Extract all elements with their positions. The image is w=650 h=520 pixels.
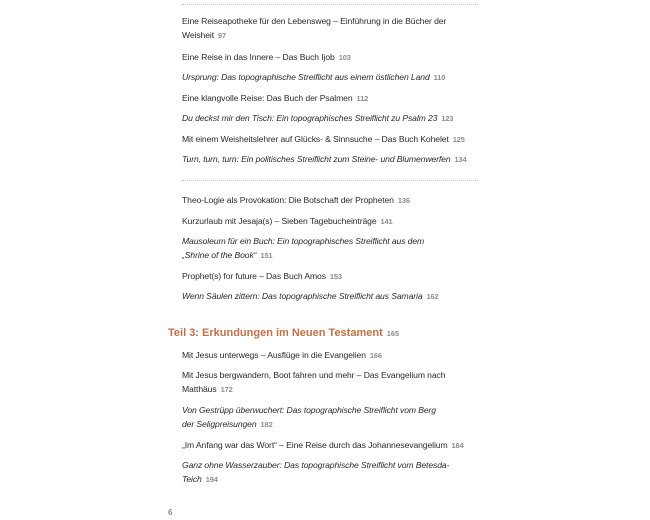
toc-entry bbox=[182, 193, 478, 208]
entry-page: 125 bbox=[452, 135, 465, 144]
entry-title: Von Gestrüpp überwuchert: Das topographische Streiflicht vom Berg der Seligpreisungen bbox=[182, 405, 436, 429]
entry-page: 182 bbox=[260, 420, 273, 429]
toc-entry bbox=[182, 458, 478, 487]
toc-entry bbox=[182, 214, 478, 229]
toc-entry bbox=[182, 438, 478, 453]
toc-entry bbox=[182, 234, 444, 263]
entry-page: 141 bbox=[380, 217, 393, 226]
divider-top bbox=[182, 4, 478, 5]
entry-title: Mausoleum für ein Buch: Ein topographisches Streiflicht aus dem „Shrine of the Book“ bbox=[182, 236, 425, 260]
entry-title: Theo-Logie als Provokation: Die Botschaft der Propheten bbox=[182, 195, 394, 205]
part-heading-page: 165 bbox=[386, 329, 400, 338]
entry-title: Mit Jesus unterwegs – Ausflüge in die Evangelien bbox=[182, 350, 366, 360]
entry-page: 172 bbox=[220, 385, 233, 394]
toc-entry bbox=[182, 368, 467, 397]
entry-page: 153 bbox=[329, 272, 342, 281]
entry-page: 151 bbox=[260, 251, 273, 260]
entry-title: Eine Reiseapotheke für den Lebensweg – Einführung in die Bücher der Weisheit bbox=[182, 16, 447, 40]
entry-title: Mit einem Weisheitslehrer auf Glücks- & Sinnsuche – Das Buch Kohelet bbox=[182, 134, 449, 144]
toc-entry bbox=[182, 289, 478, 304]
toc-entry bbox=[182, 111, 478, 126]
entry-page: 123 bbox=[441, 114, 454, 123]
entry-title: Eine klangvolle Reise: Das Buch der Psalmen bbox=[182, 93, 353, 103]
toc-entry bbox=[182, 50, 478, 65]
divider-middle bbox=[182, 180, 478, 181]
toc-entry bbox=[182, 91, 478, 106]
entry-page: 110 bbox=[433, 73, 446, 82]
toc-entry bbox=[182, 348, 478, 363]
entry-page: 134 bbox=[454, 155, 467, 164]
entry-title: Prophet(s) for future – Das Buch Amos bbox=[182, 271, 326, 281]
entry-page: 162 bbox=[426, 292, 439, 301]
entry-title: „Im Anfang war das Wort“ – Eine Reise durch das Johannesevangelium bbox=[182, 440, 448, 450]
entry-page: 97 bbox=[218, 31, 227, 40]
entry-title: Turn, turn, turn: Ein politisches Streiflicht zum Steine- und Blumenwerfen bbox=[182, 154, 451, 164]
toc-entry bbox=[182, 132, 478, 147]
entry-page: 184 bbox=[451, 441, 464, 450]
entry-title: Eine Reise in das Innere – Das Buch Ijob bbox=[182, 52, 335, 62]
entry-page: 166 bbox=[369, 351, 382, 360]
part-heading-title: Teil 3: Erkundungen im Neuen Testament bbox=[168, 327, 383, 339]
page-number: 6 bbox=[168, 508, 173, 517]
entry-title: Ursprung: Das topographische Streiflicht aus einem östlichen Land bbox=[182, 72, 430, 82]
part-heading bbox=[168, 325, 488, 342]
entry-page: 136 bbox=[397, 196, 410, 205]
entry-page: 194 bbox=[205, 475, 218, 484]
entry-title: Du deckst mir den Tisch: Ein topographisches Streiflicht zu Psalm 23 bbox=[182, 113, 438, 123]
entry-page: 103 bbox=[338, 53, 351, 62]
toc-entry bbox=[182, 70, 478, 85]
entry-title: Kurzurlaub mit Jesaja(s) – Sieben Tagebucheinträge bbox=[182, 216, 377, 226]
entry-page: 112 bbox=[356, 94, 369, 103]
toc-entry bbox=[182, 152, 478, 167]
entry-title: Wenn Säulen zittern: Das topographische Streiflicht aus Samaria bbox=[182, 291, 423, 301]
toc-entry bbox=[182, 403, 447, 432]
entry-title: Mit Jesus bergwandern, Boot fahren und mehr – Das Evangelium nach Matthäus bbox=[182, 370, 446, 394]
toc-entry bbox=[182, 269, 478, 284]
entry-title: Ganz ohne Wasserzauber: Das topographische Streiflicht vom Betesda-Teich bbox=[182, 460, 450, 484]
toc-entry bbox=[182, 14, 467, 43]
